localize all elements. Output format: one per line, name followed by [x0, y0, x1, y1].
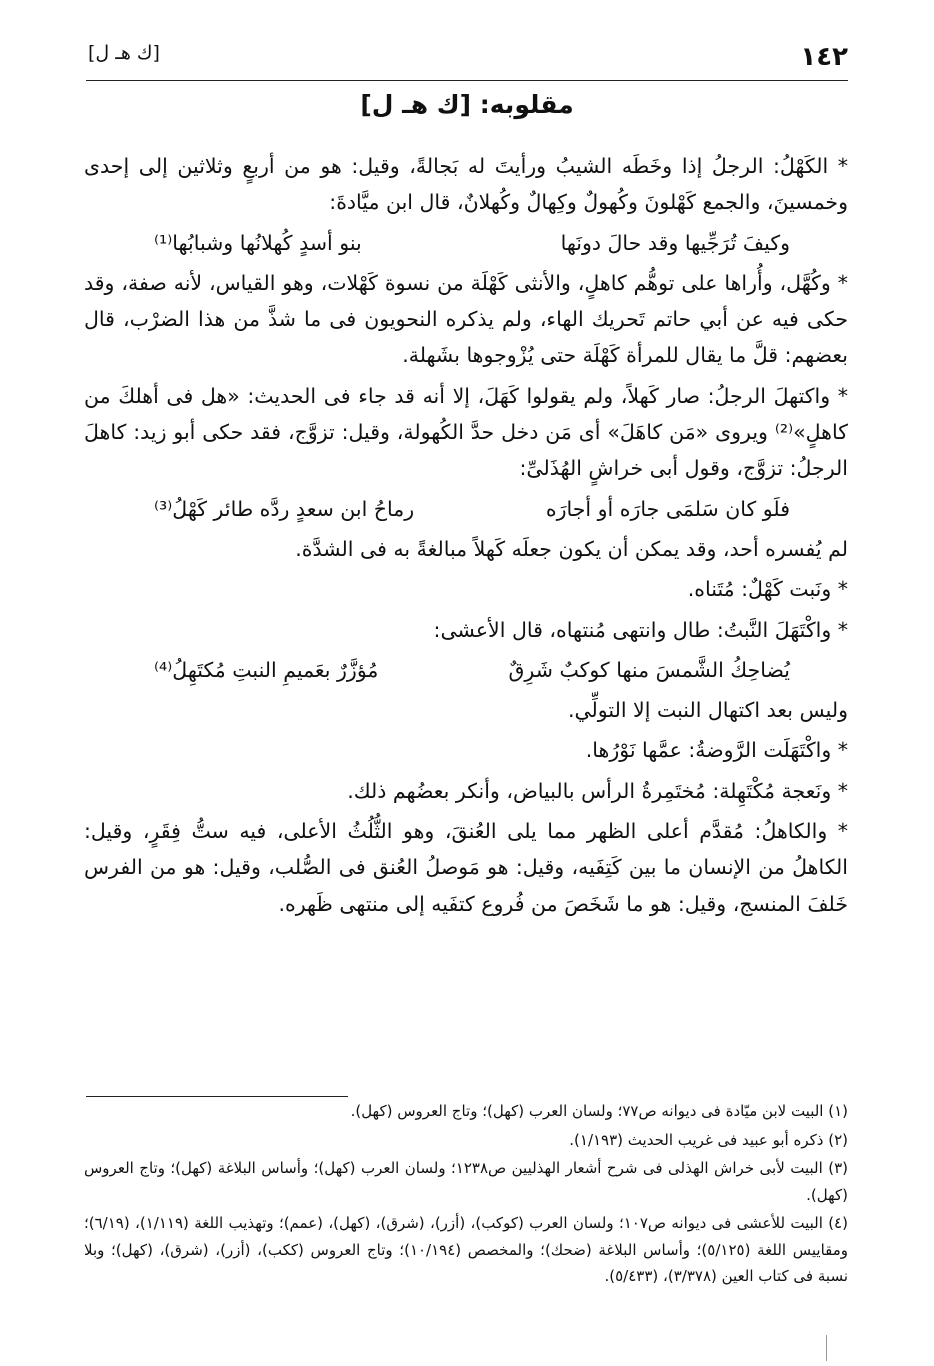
verse-abu-khirash: [84, 491, 848, 527]
header-rule: [86, 80, 848, 81]
paragraph-tawalli: وليس بعد اكتهال النبت إلا التولِّي.: [567, 698, 848, 723]
verse-al-asha: [84, 652, 848, 688]
verse-second-hemistich: بنو أسدٍ كُهلانُها وشبابُها⁽¹⁾: [154, 230, 362, 255]
paragraph-iktahala: * واكتهلَ الرجلُ: صار كَهلاً، ولم يقولوا كَهَلَ، إلا أنه قد جاء فى الحديث: «هل فى أهلكَ من كاهلٍ»⁽²⁾ ويروى «مَن كاهَلَ» أى مَن دخل حدَّ الكُهولة، وقيل: تزوَّج، فقد حكى أبو زيد: كاهلَ الرجلُ: تزوَّج، وقول أبى خراشٍ الهُذَلىِّ:: [84, 383, 848, 481]
footnote-2: (٢) ذكره أبو عبيد فى غريب الحديث (١/١٩٣).: [569, 1130, 848, 1149]
paragraph-iktahala-nabt: * واكْتَهَلَ النَّبتُ: طال وانتهى مُنتهاه، قال الأعشى:: [433, 617, 848, 642]
verse-second-hemistich: مُؤزَّرٌ بعَميمِ النبتِ مُكتَهِلُ⁽⁴⁾: [154, 657, 379, 682]
paragraph-rawda: * واكْتَهَلَت الرَّوضةُ: عمَّها نَوْرُها.: [585, 738, 848, 763]
running-head: [ك هـ ل]: [88, 42, 160, 64]
scan-margin-mark: [826, 1335, 827, 1361]
footnote-3: (٣) البيت لأبى خراش الهذلى فى شرح أشعار الهذليين ص١٢٣٨؛ ولسان العرب (كهل)؛ وأساس البلاغة (كهل)؛ وتاج العروس (كهل).: [84, 1159, 848, 1204]
footnote-1: (١) البيت لابن ميّادة فى ديوانه ص٧٧؛ ولسان العرب (كهل)؛ وتاج العروس (كهل).: [350, 1102, 848, 1120]
entry-body: [84, 148, 848, 926]
verse-first-hemistich: فلَو كان سَلمَى جارَه أو أجارَه: [545, 496, 790, 521]
verse-first-hemistich: وكيفَ تُرَجِّيها وقد حالَ دونَها: [560, 230, 790, 255]
paragraph-kahil: * والكاهلُ: مُقدَّم أعلى الظهر مما يلى العُنقَ، وهو الثُّلُثُ الأعلى، فيه ستُّ فِقَرٍ، وقيل: الكاهلُ من الإنسان ما بين كَتِفَيه، وقيل: هو مَوصلُ العُنق فى الصُّلب، وقيل: هو من الفرس خَلفَ المنسج، وقيل: هو ما شَخَصَ من فُروع كتفَيه إلى منتهى ظَهره.: [84, 819, 848, 916]
section-heading: مقلوبه: [ك هـ ل]: [360, 90, 574, 119]
paragraph-kuhhal: * وكُهَّل، وأُراها على توهُّم كاهلٍ، والأنثى كَهْلَة من نسوة كَهْلات، وهو القياس، لأنه صفة، وقد حكى فيه عن أبي حاتم تَحريك الهاء، ولم يذكره النحويون فى ما شذَّ من هذا الضرْب، قال بعضهم: قلَّ ما يقال للمرأة كَهْلَة حتى يُزْوجوها بشَهلة.: [84, 270, 848, 368]
paragraph-nabt-kahl: * ونَبت كَهْلٌ: مُتَناه.: [687, 577, 848, 602]
verse-second-hemistich: رماحُ ابن سعدٍ ردَّه طائر كَهْلُ⁽³⁾: [154, 496, 415, 521]
verse-first-hemistich: يُضاحِكُ الشَّمسَ منها كوكبٌ شَرِقٌ: [508, 657, 790, 682]
paragraph-kahl: * الكَهْلُ: الرجلُ إذا وخَطَه الشيبُ ورأيتَ له بَجالةً، وقيل: هو من أربعٍ وثلاثين إلى إحدى وخمسينَ، والجمع كَهْلونَ وكُهولٌ وكِهالٌ وكُهلانٌ، قال ابن ميَّادةَ:: [84, 154, 848, 215]
page-number: ١٤٢: [800, 42, 848, 72]
verse-ibn-mayyada: [84, 225, 848, 261]
paragraph-naja: * ونَعجة مُكْتَهِلة: مُختَمِرةُ الرأس بالبياض، وأنكر بعضُهم ذلك.: [347, 778, 848, 803]
footnote-4: (٤) البيت للأعشى فى ديوانه ص١٠٧؛ ولسان العرب (كوكب)، (أزر)، (شرق)، (كهل)، (عمم)؛ وتهذيب اللغة (١/١١٩)، (٦/١٩)؛ ومقاييس اللغة (٥/١٢٥)؛ وأساس البلاغة (ضحك)؛ والمخصص (١٠/١٩٤)؛ وتاج العروس (ككب)، (أزر)، (شرق)، (كهل)؛ وبلا نسبة فى كتاب العين (٣/٣٧٨)، (٥/٤٣٣).: [84, 1214, 849, 1285]
footnote-rule: [86, 1096, 348, 1097]
paragraph-lam-yufassiruhu: لم يُفسره أحد، وقد يمكن أن يكون جعلَه كَهلاً مبالغةً به فى الشدَّة.: [295, 536, 848, 561]
footnotes: [84, 1098, 848, 1292]
